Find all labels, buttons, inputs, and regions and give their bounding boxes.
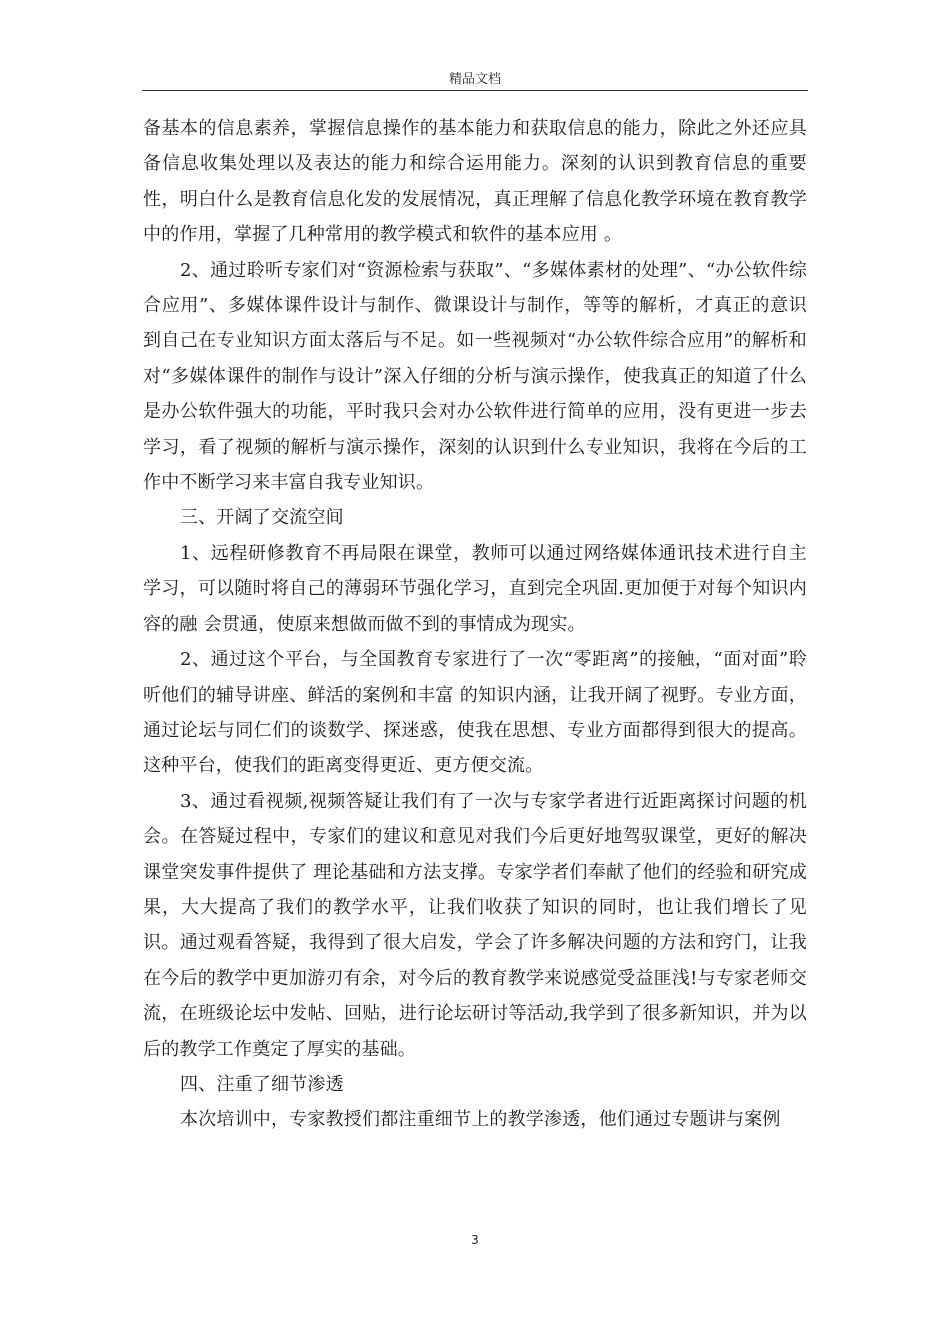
page-number: 3 [471, 1233, 479, 1247]
section-heading-exchange-space: 三、开阔了交流空间 [180, 507, 344, 529]
section-heading-detail: 四、注重了细节渗透 [180, 1073, 344, 1095]
page-header: 精品文档 [448, 72, 501, 87]
paragraph-training-intro: 本次培训中，专家教授们都注重细节上的教学渗透，他们通过专题讲与案例 [180, 1109, 781, 1131]
paragraph-item-2-expert-lectures: 2、通过聆听专家们对“资源检索与获取”、“多媒体素材的处理”、“办公软件综合应用”、多媒体课件设计与制作、微课设计与制作，等等的解析，才真正的意识到自己在专业知识方面太落后与不足。如一些视频对“办公软件综合应用”的解析和对“多媒体课件的制作与设计”深入仔细的分析与演示操作，使我真正的知道了什么是办公软件强大的功能，平时我只会对办公软件进行简单的应用，没有更进一步去学习，看了视频的解析与演示操作，深刻的认识到什么专业知识，我将在今后的工作中不断学习来丰富自我专业知识。 [143, 259, 807, 494]
header-divider [142, 90, 808, 91]
paragraph-continuation: 备基本的信息素养，掌握信息操作的基本能力和获取信息的能力，除此之外还应具备信息收集处理以及表达的能力和综合运用能力。深刻的认识到教育信息的重要性，明白什么是教育信息化发的发展情况，真正理解了信息化教学环境在教育教学中的作用，掌握了几种常用的教学模式和软件的基本应用 。 [143, 118, 807, 246]
paragraph-item-1-remote-study: 1、远程研修教育不再局限在课堂，教师可以通过网络媒体通讯技术进行自主学习，可以随时将自己的薄弱环节强化学习，直到完全巩固.更加便于对每个知识内容的融 会贯通，使原来想做而做不到的事情成为现实。 [143, 542, 807, 635]
paragraph-item-3-video-qa: 3、通过看视频,视频答疑让我们有了一次与专家学者进行近距离探讨问题的机会。在答疑过程中，专家们的建议和意见对我们今后更好地驾驭课堂，更好的解决课堂突发事件提供了 理论基础和方法支撑。专家学者们奉献了他们的经验和研究成果，大大提高了我们的教学水平，让我们收获了知识的同时，也让我们增长了见识。通过观看答疑，我得到了很大启发，学会了许多解决问题的方法和窍门，让我在今后的教学中更加游刃有余，对今后的教育教学来说感觉受益匪浅!与专家老师交流，在班级论坛中发帖、回贴，进行论坛研讨等活动,我学到了很多新知识，并为以后的教学工作奠定了厚实的基础。 [143, 790, 807, 1060]
document-body [143, 111, 807, 1138]
paragraph-item-2-platform: 2、通过这个平台，与全国教育专家进行了一次“零距离”的接触，“面对面”聆听他们的辅导讲座、鲜活的案例和丰富 的知识内涵，让我开阔了视野。专业方面，通过论坛与同仁们的谈数学、探迷惑，使我在思想、专业方面都得到很大的提高。这种平台，使我们的距离变得更近、更方便交流。 [143, 649, 807, 777]
